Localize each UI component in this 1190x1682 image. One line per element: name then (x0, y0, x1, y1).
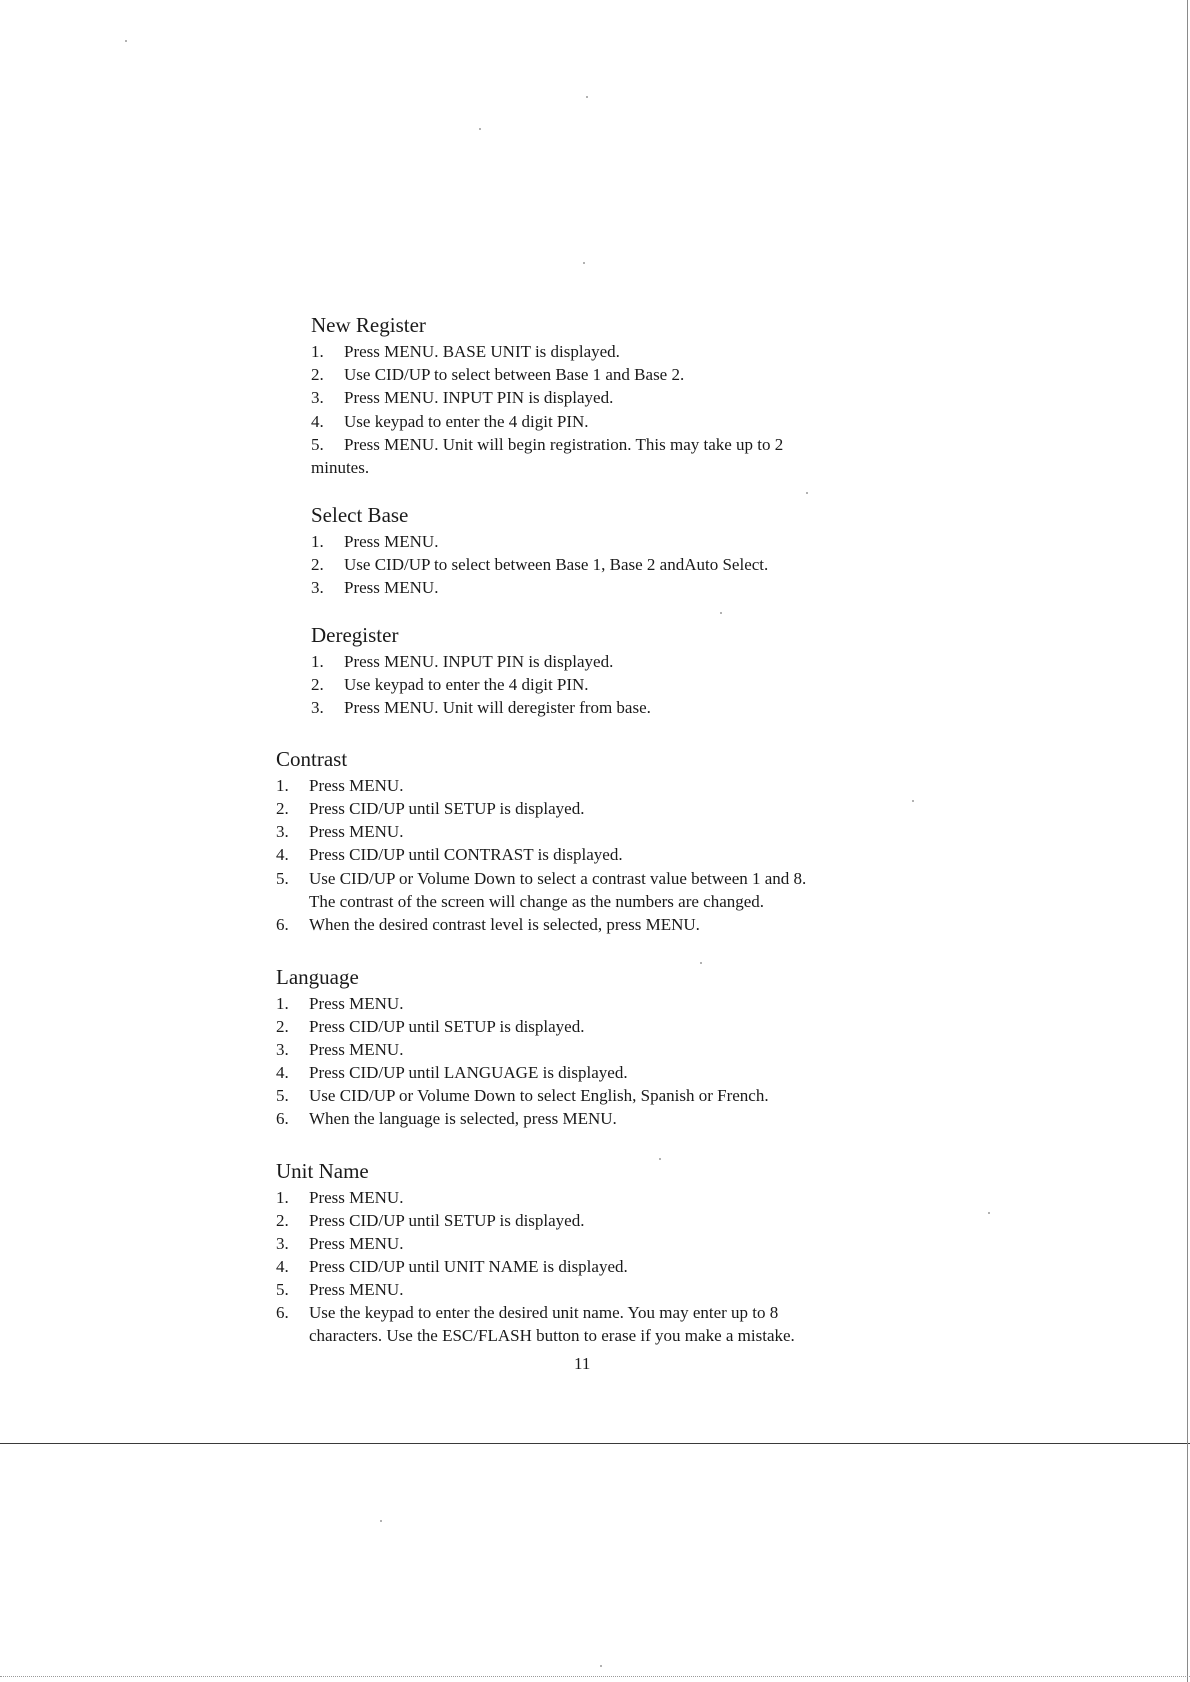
scan-speck (600, 1665, 602, 1667)
list-item: 5. Press MENU. (276, 1280, 404, 1299)
list-item: 6. Use the keypad to enter the desired unit name. You may enter up to 8 (276, 1303, 779, 1322)
list-item: 5. Use CID/UP or Volume Down to select English, Spanish or French. (276, 1086, 769, 1105)
list-item: 3. Press MENU. INPUT PIN is displayed. (311, 388, 614, 407)
page-edge-line (0, 1443, 1190, 1444)
list-item: 1. Press MENU. (276, 776, 404, 795)
list-item: 6. When the language is selected, press MENU. (276, 1109, 617, 1128)
scan-speck (988, 1212, 990, 1214)
list-item: 6. When the desired contrast level is selected, press MENU. (276, 915, 700, 934)
scan-speck (806, 492, 808, 494)
list-item: 2. Press CID/UP until SETUP is displayed. (276, 1211, 585, 1230)
page-edge-vertical (1187, 0, 1188, 1682)
list-item: 5. Use CID/UP or Volume Down to select a contrast value between 1 and 8. (276, 869, 807, 888)
list-item: 4. Use keypad to enter the 4 digit PIN. (311, 412, 589, 431)
scan-speck (659, 1158, 661, 1160)
list-item: 1. Press MENU. BASE UNIT is displayed. (311, 342, 620, 361)
list-item-continuation: minutes. (311, 458, 370, 477)
scan-speck (125, 40, 127, 42)
list-item: 4. Press CID/UP until CONTRAST is displayed. (276, 845, 623, 864)
list-item: 3. Press MENU. (311, 578, 439, 597)
list-item: 2. Press CID/UP until SETUP is displayed. (276, 1017, 585, 1036)
list-item-continuation: The contrast of the screen will change as the numbers are changed. (309, 892, 765, 911)
scan-speck (583, 262, 585, 264)
section-title-contrast: Contrast (276, 747, 348, 771)
page-number: 11 (574, 1354, 591, 1373)
list-item: 3. Press MENU. (276, 1040, 404, 1059)
section-title-unit-name: Unit Name (276, 1159, 369, 1183)
list-item: 3. Press MENU. Unit will deregister from base. (311, 698, 651, 717)
scan-speck (380, 1520, 382, 1522)
list-item: 2. Use keypad to enter the 4 digit PIN. (311, 675, 589, 694)
list-item: 4. Press CID/UP until LANGUAGE is displayed. (276, 1063, 628, 1082)
list-item: 2. Use CID/UP to select between Base 1, Base 2 andAuto Select. (311, 555, 769, 574)
section-title-language: Language (276, 965, 359, 989)
list-item: 4. Press CID/UP until UNIT NAME is displayed. (276, 1257, 628, 1276)
list-item: 3. Press MENU. (276, 822, 404, 841)
list-item: 3. Press MENU. (276, 1234, 404, 1253)
bottom-dotted-edge (0, 1676, 1190, 1677)
scan-speck (586, 96, 588, 98)
section-title-select-base: Select Base (311, 503, 409, 527)
scan-speck (479, 128, 481, 130)
list-item: 2. Use CID/UP to select between Base 1 and Base 2. (311, 365, 685, 384)
list-item: 1. Press MENU. (276, 1188, 404, 1207)
list-item: 1. Press MENU. (311, 532, 439, 551)
scan-speck (912, 800, 914, 802)
scan-speck (700, 962, 702, 964)
section-title-deregister: Deregister (311, 623, 399, 647)
list-item: 2. Press CID/UP until SETUP is displayed. (276, 799, 585, 818)
list-item-continuation: characters. Use the ESC/FLASH button to erase if you make a mistake. (309, 1326, 795, 1345)
section-title-new-register: New Register (311, 313, 426, 337)
scan-speck (720, 612, 722, 614)
list-item: 5. Press MENU. Unit will begin registration. This may take up to 2 (311, 435, 784, 454)
list-item: 1. Press MENU. INPUT PIN is displayed. (311, 652, 614, 671)
list-item: 1. Press MENU. (276, 994, 404, 1013)
